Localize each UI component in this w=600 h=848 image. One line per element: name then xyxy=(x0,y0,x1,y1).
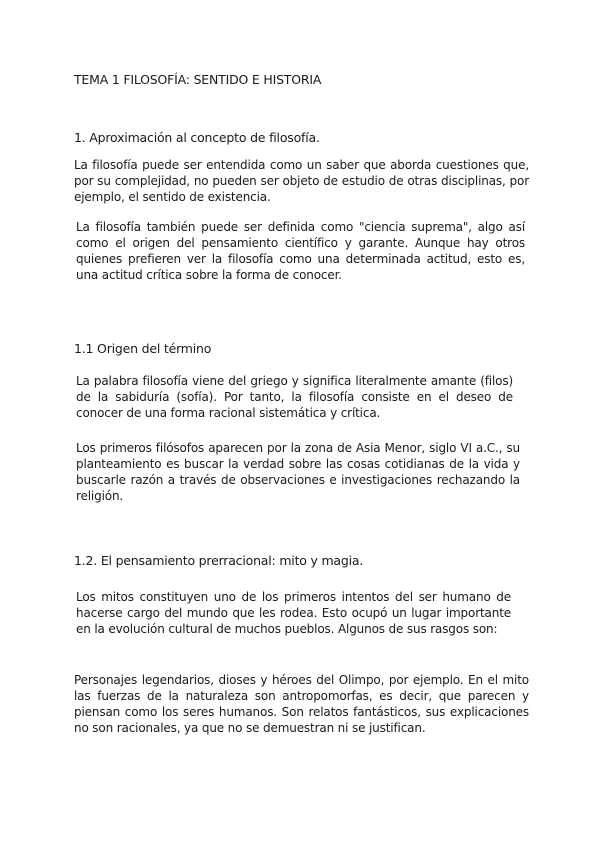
paragraph: Personajes legendarios, dioses y héroes del Olimpo, por ejemplo. En el mito las fuerzas de la naturaleza son antropomorfas, es decir, que parecen y piensan como los seres humanos. Son relatos fantásticos, sus explicaciones no son racionales, ya que no se demuestran ni se justifican. xyxy=(74,673,529,735)
paragraph: La filosofía puede ser entendida como un saber que aborda cuestiones que, por su complejidad, no pueden ser objeto de estudio de otras disciplinas, por ejemplo, el sentido de existencia. xyxy=(74,158,529,204)
paragraph: La filosofía también puede ser definida como "ciencia suprema", algo así como el origen del pensamiento científico y garante. Aunque hay otros quienes prefieren ver la filosofía como una determinada actitud, esto es, una actitud crítica sobre la forma de conocer. xyxy=(76,220,525,282)
document-title: TEMA 1 FILOSOFÍA: SENTIDO E HISTORIA xyxy=(74,72,322,87)
section-heading-origen: 1.1 Origen del término xyxy=(74,341,212,356)
paragraph: La palabra filosofía viene del griego y significa literalmente amante (filos) de la sabiduría (sofía). Por tanto, la filosofía consiste en el deseo de conocer de una forma racional sistemática y crítica. xyxy=(76,374,513,420)
paragraph: Los primeros filósofos aparecen por la zona de Asia Menor, siglo VI a.C., su planteamiento es buscar la verdad sobre las cosas cotidianas de la vida y buscarle razón a través de observaciones e investigaciones rechazando la religión. xyxy=(76,441,520,503)
section-heading-pensamiento-prerracional: 1.2. El pensamiento prerracional: mito y magia. xyxy=(74,553,364,568)
section-heading-aproximacion: 1. Aproximación al concepto de filosofía. xyxy=(74,130,320,145)
paragraph: Los mitos constituyen uno de los primeros intentos del ser humano de hacerse cargo del mundo que les rodea. Esto ocupó un lugar importante en la evolución cultural de muchos pueblos. Algunos de sus rasgos son: xyxy=(76,590,511,636)
